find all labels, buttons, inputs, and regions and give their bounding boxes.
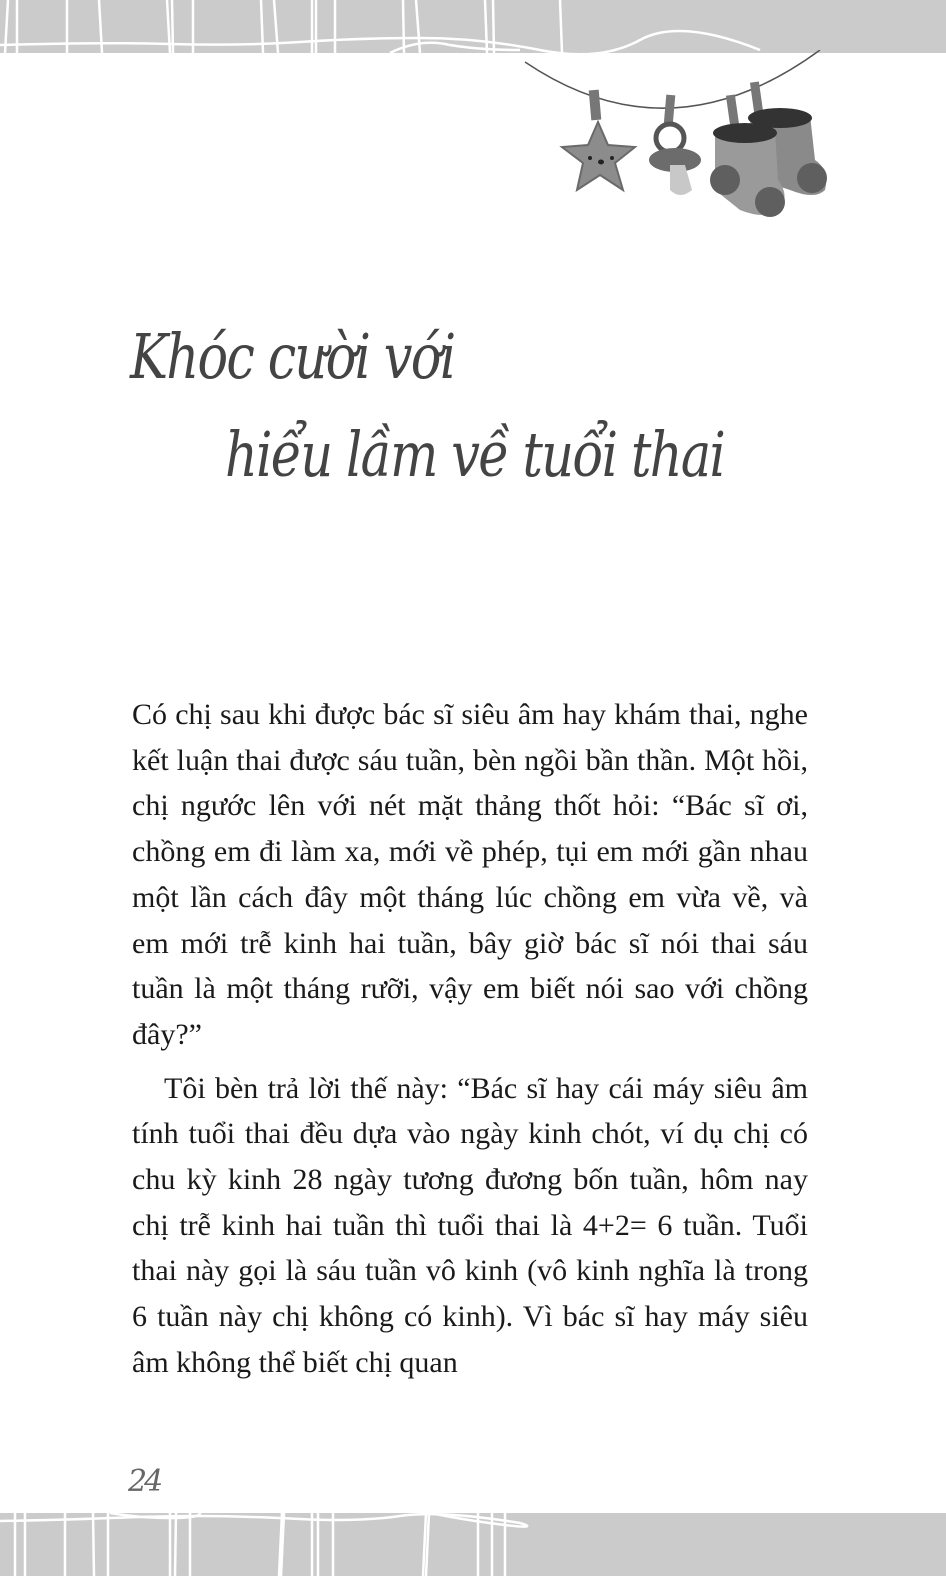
- body-text: [132, 692, 808, 1386]
- grid-lines-pattern: [0, 0, 946, 53]
- paragraph: Tôi bèn trả lời thế này: “Bác sĩ hay cái máy siêu âm tính tuổi thai đều dựa vào ngày kinh chót, ví dụ chị có chu kỳ kinh 28 ngày tương đương bốn tuần, hôm nay chị trễ kinh hai tuần thì tuổi thai là 4+2= 6 tuần. Tuổi thai này gọi là sáu tuần vô kinh (vô kinh nghĩa là trong 6 tuần này chị không có kinh). Vì bác sĩ hay máy siêu âm không thể biết chị quan: [132, 1071, 808, 1379]
- grid-lines-pattern: [0, 1513, 946, 1576]
- hanging-baby-items-illustration: [520, 50, 840, 220]
- paragraph: Có chị sau khi được bác sĩ siêu âm hay khám thai, nghe kết luận thai được sáu tuần, bèn ngồi bần thần. Một hồi, chị ngước lên với nét mặt thảng thốt hỏi: “Bác sĩ ơi, chồng em đi làm xa, mới về phép, tụi em mới gần nhau một lần cách đây một tháng lúc chồng em vừa về, và em mới trễ kinh hai tuần, bây giờ bác sĩ nói thai sáu tuần là một tháng rưỡi, vậy em biết nói sao với chồng đây?”: [132, 698, 808, 1051]
- chapter-title-line-2: hiểu lầm về tuổi thai: [225, 418, 725, 491]
- top-decorative-band: [0, 0, 946, 53]
- pacifier-icon: [649, 95, 701, 195]
- chapter-title-line-1: Khóc cười với: [130, 320, 455, 393]
- baby-socks-icon: [710, 81, 827, 217]
- bottom-decorative-band: [0, 1513, 946, 1576]
- page-number: 24: [128, 1464, 161, 1499]
